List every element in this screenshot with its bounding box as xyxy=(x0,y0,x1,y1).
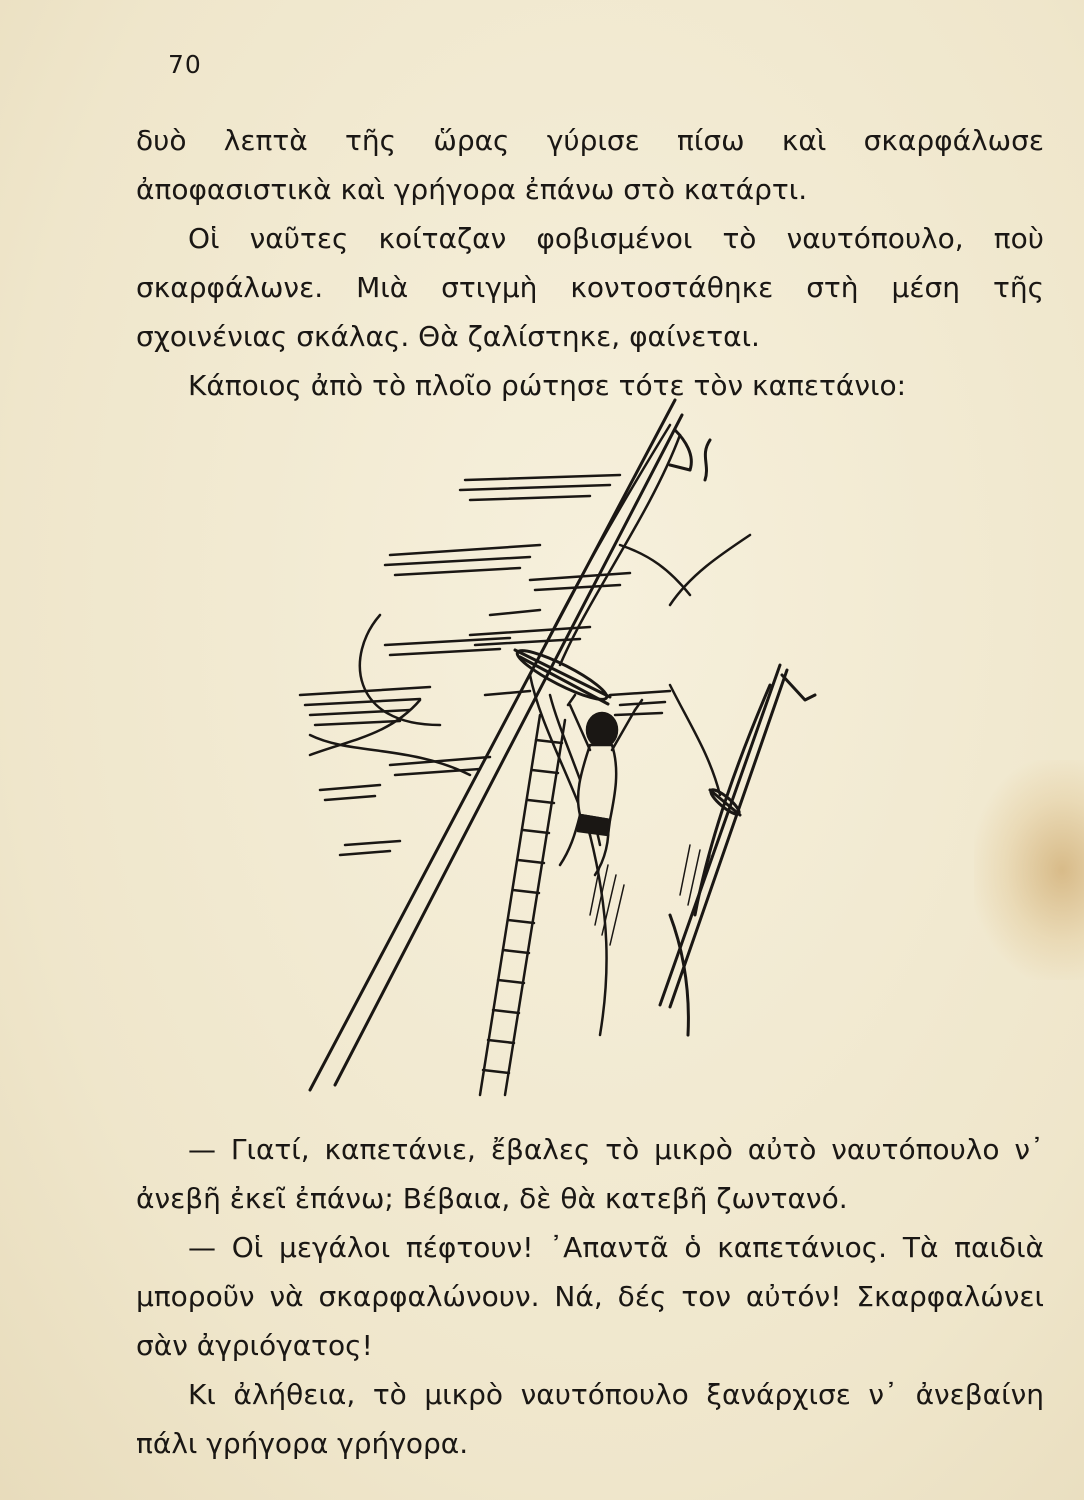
ship-mast-climber-illustration xyxy=(290,395,870,1115)
paragraph: — Οἱ μεγάλοι πέφτουν! ᾿Απαντᾶ ὁ καπετάνιος. Τὰ παιδιὰ μποροῦν νὰ σκαρφαλώνουν. Νά, δές τον αὐτόν! Σκαρφαλώνει σὰν ἀγριόγατος! xyxy=(136,1231,1044,1362)
paragraph: δυὸ λεπτὰ τῆς ὥρας γύρισε πίσω καὶ σκαρφάλωσε ἀποφασιστικὰ καὶ γρήγορα ἐπάνω στὸ κατάρτι. xyxy=(136,124,1044,206)
water-stain xyxy=(974,760,1084,980)
swirl-lines xyxy=(310,535,750,775)
paragraph: Κι ἀλήθεια, τὸ μικρὸ ναυτόπουλο ξανάρχισε ν᾿ ἀνεβαίνη πάλι γρήγορα γρήγορα. xyxy=(136,1378,1044,1460)
page-number: 70 xyxy=(168,50,202,79)
second-mast xyxy=(660,665,815,1035)
rope-ladder xyxy=(480,715,565,1095)
paragraph: Κάποιος ἀπὸ τὸ πλοῖο ρώτησε τότε τὸν καπετάνιο: xyxy=(188,369,907,402)
illustration-drawing xyxy=(290,395,870,1115)
main-mast xyxy=(310,400,710,1090)
text-block-bottom xyxy=(136,1125,1044,1468)
paragraph: — Γιατί, καπετάνιε, ἔβαλες τὸ μικρὸ αὐτὸ ναυτόπουλο ν᾿ ἀνεβῆ ἐκεῖ ἐπάνω; Βέβαια, δὲ θὰ κατεβῆ ζωντανό. xyxy=(136,1133,1044,1215)
shadow-hatching xyxy=(590,845,710,945)
text-block-top xyxy=(136,116,1044,410)
spar xyxy=(513,643,611,706)
paragraph: Οἱ ναῦτες κοίταζαν φοβισμένοι τὸ ναυτόπουλο, ποὺ σκαρφάλωνε. Μιὰ στιγμὴ κοντοστάθηκε στὴ μέση τῆς σχοινένιας σκάλας. Θὰ ζαλίστηκε, φαίνεται. xyxy=(136,222,1044,353)
climber-figure xyxy=(560,695,642,875)
